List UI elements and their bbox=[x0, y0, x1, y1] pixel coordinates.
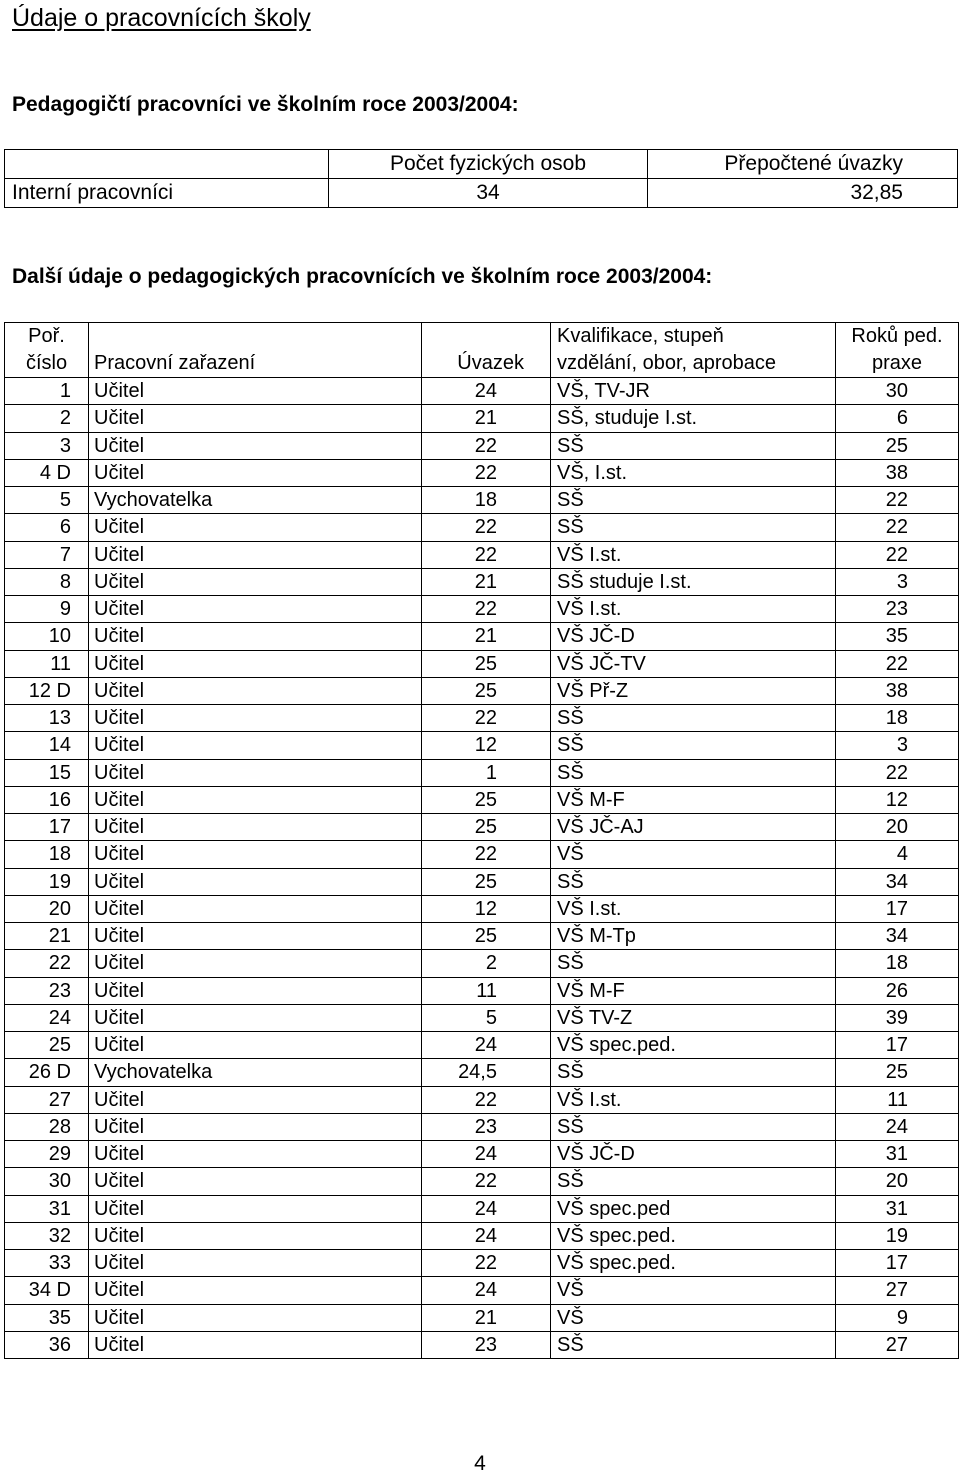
table-header-row bbox=[5, 323, 959, 378]
table-row bbox=[5, 786, 959, 813]
role-cell: Učitel bbox=[89, 923, 422, 950]
role-cell: Učitel bbox=[89, 623, 422, 650]
staff-table-body bbox=[5, 378, 959, 1359]
order-number-cell: 33 bbox=[5, 1250, 89, 1277]
role-cell: Učitel bbox=[89, 650, 422, 677]
role-cell: Učitel bbox=[89, 432, 422, 459]
years-cell: 3 bbox=[836, 568, 959, 595]
load-cell: 25 bbox=[422, 868, 551, 895]
years-cell: 17 bbox=[836, 895, 959, 922]
header-order-number bbox=[5, 323, 89, 378]
load-cell: 22 bbox=[422, 541, 551, 568]
table-row bbox=[5, 705, 959, 732]
years-cell: 38 bbox=[836, 459, 959, 486]
qualification-cell: VŠ, I.st. bbox=[551, 459, 836, 486]
qualification-cell: SŠ studuje I.st. bbox=[551, 568, 836, 595]
qualification-cell: SŠ bbox=[551, 759, 836, 786]
order-number-cell: 8 bbox=[5, 568, 89, 595]
load-cell: 21 bbox=[422, 623, 551, 650]
header-load: Úvazek bbox=[422, 323, 551, 378]
table-row bbox=[5, 1113, 959, 1140]
years-cell: 24 bbox=[836, 1113, 959, 1140]
table-row bbox=[5, 814, 959, 841]
order-number-cell: 34 D bbox=[5, 1277, 89, 1304]
table-row bbox=[5, 1059, 959, 1086]
years-cell: 22 bbox=[836, 759, 959, 786]
years-cell: 18 bbox=[836, 950, 959, 977]
section-heading-staff-summary: Pedagogičtí pracovníci ve školním roce 2003/2004: bbox=[12, 93, 519, 116]
load-cell: 21 bbox=[422, 405, 551, 432]
fte-value: 32,85 bbox=[648, 179, 958, 208]
qualification-cell: VŠ bbox=[551, 1304, 836, 1331]
staff-summary-table bbox=[4, 149, 958, 208]
load-cell: 22 bbox=[422, 1168, 551, 1195]
role-cell: Učitel bbox=[89, 677, 422, 704]
table-row bbox=[5, 179, 958, 208]
table-row bbox=[5, 487, 959, 514]
years-cell: 4 bbox=[836, 841, 959, 868]
order-number-cell: 22 bbox=[5, 950, 89, 977]
order-number-cell: 24 bbox=[5, 1004, 89, 1031]
table-header-cell: Počet fyzických osob bbox=[329, 150, 648, 179]
order-number-cell: 36 bbox=[5, 1331, 89, 1358]
qualification-cell: VŠ spec.ped. bbox=[551, 1222, 836, 1249]
order-number-cell: 21 bbox=[5, 923, 89, 950]
table-row bbox=[5, 1304, 959, 1331]
table-row bbox=[5, 1222, 959, 1249]
role-cell: Učitel bbox=[89, 405, 422, 432]
table-row bbox=[5, 459, 959, 486]
role-cell: Učitel bbox=[89, 705, 422, 732]
load-cell: 21 bbox=[422, 568, 551, 595]
qualification-cell: VŠ M-F bbox=[551, 786, 836, 813]
load-cell: 12 bbox=[422, 895, 551, 922]
page-title: Údaje o pracovnících školy bbox=[12, 4, 311, 32]
qualification-cell: VŠ spec.ped. bbox=[551, 1032, 836, 1059]
years-cell: 26 bbox=[836, 977, 959, 1004]
role-cell: Učitel bbox=[89, 759, 422, 786]
role-cell: Učitel bbox=[89, 868, 422, 895]
load-cell: 25 bbox=[422, 786, 551, 813]
order-number-cell: 35 bbox=[5, 1304, 89, 1331]
table-row bbox=[5, 677, 959, 704]
table-row bbox=[5, 650, 959, 677]
order-number-cell: 5 bbox=[5, 487, 89, 514]
order-number-cell: 6 bbox=[5, 514, 89, 541]
qualification-cell: VŠ I.st. bbox=[551, 895, 836, 922]
header-line: Poř. bbox=[28, 325, 65, 347]
qualification-cell: VŠ I.st. bbox=[551, 596, 836, 623]
table-row bbox=[5, 1032, 959, 1059]
table-row bbox=[5, 732, 959, 759]
load-cell: 5 bbox=[422, 1004, 551, 1031]
load-cell: 23 bbox=[422, 1113, 551, 1140]
qualification-cell: VŠ Př-Z bbox=[551, 677, 836, 704]
years-cell: 34 bbox=[836, 868, 959, 895]
row-label: Interní pracovníci bbox=[5, 179, 329, 208]
page-number: 4 bbox=[474, 1452, 486, 1475]
role-cell: Učitel bbox=[89, 1113, 422, 1140]
qualification-cell: SŠ bbox=[551, 514, 836, 541]
table-row bbox=[5, 1250, 959, 1277]
role-cell: Učitel bbox=[89, 514, 422, 541]
order-number-cell: 25 bbox=[5, 1032, 89, 1059]
table-row bbox=[5, 1277, 959, 1304]
years-cell: 20 bbox=[836, 1168, 959, 1195]
qualification-cell: VŠ M-Tp bbox=[551, 923, 836, 950]
load-cell: 22 bbox=[422, 1250, 551, 1277]
qualification-cell: VŠ, TV-JR bbox=[551, 378, 836, 405]
role-cell: Učitel bbox=[89, 541, 422, 568]
role-cell: Vychovatelka bbox=[89, 1059, 422, 1086]
qualification-cell: SŠ bbox=[551, 1331, 836, 1358]
table-row bbox=[5, 1086, 959, 1113]
years-cell: 25 bbox=[836, 432, 959, 459]
section-heading-staff-details: Další údaje o pedagogických pracovnících ve školním roce 2003/2004: bbox=[12, 265, 713, 288]
load-cell: 11 bbox=[422, 977, 551, 1004]
load-cell: 18 bbox=[422, 487, 551, 514]
years-cell: 17 bbox=[836, 1032, 959, 1059]
load-cell: 22 bbox=[422, 514, 551, 541]
years-cell: 35 bbox=[836, 623, 959, 650]
qualification-cell: SŠ bbox=[551, 1168, 836, 1195]
qualification-cell: SŠ bbox=[551, 487, 836, 514]
order-number-cell: 2 bbox=[5, 405, 89, 432]
order-number-cell: 1 bbox=[5, 378, 89, 405]
role-cell: Učitel bbox=[89, 378, 422, 405]
table-row bbox=[5, 568, 959, 595]
years-cell: 39 bbox=[836, 1004, 959, 1031]
years-cell: 27 bbox=[836, 1277, 959, 1304]
role-cell: Učitel bbox=[89, 1086, 422, 1113]
qualification-cell: VŠ M-F bbox=[551, 977, 836, 1004]
order-number-cell: 27 bbox=[5, 1086, 89, 1113]
role-cell: Učitel bbox=[89, 1250, 422, 1277]
years-cell: 12 bbox=[836, 786, 959, 813]
table-row bbox=[5, 1004, 959, 1031]
header-line: Kvalifikace, stupeň bbox=[557, 325, 724, 347]
order-number-cell: 7 bbox=[5, 541, 89, 568]
header-line: vzdělání, obor, aprobace bbox=[557, 352, 777, 374]
table-row bbox=[5, 977, 959, 1004]
years-cell: 31 bbox=[836, 1141, 959, 1168]
qualification-cell: SŠ bbox=[551, 868, 836, 895]
header-line: praxe bbox=[871, 352, 923, 374]
load-cell: 24 bbox=[422, 1141, 551, 1168]
header-years-practice bbox=[836, 323, 959, 378]
years-cell: 11 bbox=[836, 1086, 959, 1113]
role-cell: Učitel bbox=[89, 568, 422, 595]
order-number-cell: 14 bbox=[5, 732, 89, 759]
role-cell: Učitel bbox=[89, 950, 422, 977]
load-cell: 22 bbox=[422, 841, 551, 868]
order-number-cell: 11 bbox=[5, 650, 89, 677]
years-cell: 38 bbox=[836, 677, 959, 704]
role-cell: Učitel bbox=[89, 1331, 422, 1358]
qualification-cell: VŠ JČ-AJ bbox=[551, 814, 836, 841]
table-row bbox=[5, 868, 959, 895]
qualification-cell: VŠ bbox=[551, 1277, 836, 1304]
load-cell: 24 bbox=[422, 1032, 551, 1059]
qualification-cell: SŠ bbox=[551, 432, 836, 459]
role-cell: Učitel bbox=[89, 786, 422, 813]
years-cell: 17 bbox=[836, 1250, 959, 1277]
table-row bbox=[5, 1141, 959, 1168]
qualification-cell: VŠ JČ-D bbox=[551, 623, 836, 650]
table-row bbox=[5, 923, 959, 950]
years-cell: 18 bbox=[836, 705, 959, 732]
role-cell: Učitel bbox=[89, 1004, 422, 1031]
order-number-cell: 23 bbox=[5, 977, 89, 1004]
order-number-cell: 30 bbox=[5, 1168, 89, 1195]
role-cell: Učitel bbox=[89, 1304, 422, 1331]
role-cell: Učitel bbox=[89, 459, 422, 486]
table-row bbox=[5, 1168, 959, 1195]
table-row bbox=[5, 1195, 959, 1222]
table-header-cell bbox=[5, 150, 329, 179]
header-role: Pracovní zařazení bbox=[89, 323, 422, 378]
order-number-cell: 15 bbox=[5, 759, 89, 786]
role-cell: Učitel bbox=[89, 1277, 422, 1304]
order-number-cell: 28 bbox=[5, 1113, 89, 1140]
load-cell: 25 bbox=[422, 814, 551, 841]
qualification-cell: SŠ bbox=[551, 732, 836, 759]
table-row bbox=[5, 514, 959, 541]
table-row bbox=[5, 432, 959, 459]
years-cell: 22 bbox=[836, 514, 959, 541]
role-cell: Učitel bbox=[89, 841, 422, 868]
years-cell: 22 bbox=[836, 650, 959, 677]
order-number-cell: 26 D bbox=[5, 1059, 89, 1086]
qualification-cell: SŠ bbox=[551, 1113, 836, 1140]
staff-details-table bbox=[4, 322, 959, 1359]
role-cell: Učitel bbox=[89, 1195, 422, 1222]
load-cell: 22 bbox=[422, 459, 551, 486]
years-cell: 31 bbox=[836, 1195, 959, 1222]
qualification-cell: SŠ bbox=[551, 950, 836, 977]
load-cell: 25 bbox=[422, 923, 551, 950]
load-cell: 24 bbox=[422, 1195, 551, 1222]
order-number-cell: 31 bbox=[5, 1195, 89, 1222]
qualification-cell: VŠ I.st. bbox=[551, 541, 836, 568]
order-number-cell: 9 bbox=[5, 596, 89, 623]
qualification-cell: VŠ I.st. bbox=[551, 1086, 836, 1113]
load-cell: 21 bbox=[422, 1304, 551, 1331]
order-number-cell: 3 bbox=[5, 432, 89, 459]
role-cell: Učitel bbox=[89, 895, 422, 922]
load-cell: 2 bbox=[422, 950, 551, 977]
qualification-cell: VŠ JČ-D bbox=[551, 1141, 836, 1168]
years-cell: 23 bbox=[836, 596, 959, 623]
table-row bbox=[5, 895, 959, 922]
table-row bbox=[5, 759, 959, 786]
role-cell: Učitel bbox=[89, 732, 422, 759]
load-cell: 22 bbox=[422, 1086, 551, 1113]
order-number-cell: 17 bbox=[5, 814, 89, 841]
table-row bbox=[5, 378, 959, 405]
persons-count: 34 bbox=[329, 179, 648, 208]
order-number-cell: 20 bbox=[5, 895, 89, 922]
qualification-cell: SŠ, studuje I.st. bbox=[551, 405, 836, 432]
load-cell: 22 bbox=[422, 432, 551, 459]
years-cell: 6 bbox=[836, 405, 959, 432]
years-cell: 22 bbox=[836, 487, 959, 514]
role-cell: Učitel bbox=[89, 1168, 422, 1195]
order-number-cell: 19 bbox=[5, 868, 89, 895]
years-cell: 9 bbox=[836, 1304, 959, 1331]
order-number-cell: 32 bbox=[5, 1222, 89, 1249]
load-cell: 22 bbox=[422, 596, 551, 623]
table-row bbox=[5, 841, 959, 868]
load-cell: 25 bbox=[422, 650, 551, 677]
years-cell: 27 bbox=[836, 1331, 959, 1358]
order-number-cell: 13 bbox=[5, 705, 89, 732]
role-cell: Učitel bbox=[89, 596, 422, 623]
role-cell: Vychovatelka bbox=[89, 487, 422, 514]
load-cell: 24,5 bbox=[422, 1059, 551, 1086]
load-cell: 1 bbox=[422, 759, 551, 786]
table-row bbox=[5, 596, 959, 623]
table-row bbox=[5, 623, 959, 650]
qualification-cell: VŠ JČ-TV bbox=[551, 650, 836, 677]
table-row bbox=[5, 405, 959, 432]
header-line: číslo bbox=[25, 352, 68, 374]
years-cell: 20 bbox=[836, 814, 959, 841]
role-cell: Učitel bbox=[89, 1141, 422, 1168]
order-number-cell: 4 D bbox=[5, 459, 89, 486]
header-qualification bbox=[551, 323, 836, 378]
qualification-cell: VŠ bbox=[551, 841, 836, 868]
qualification-cell: VŠ spec.ped bbox=[551, 1195, 836, 1222]
table-header-cell: Přepočtené úvazky bbox=[648, 150, 958, 179]
order-number-cell: 16 bbox=[5, 786, 89, 813]
years-cell: 30 bbox=[836, 378, 959, 405]
role-cell: Učitel bbox=[89, 1032, 422, 1059]
load-cell: 12 bbox=[422, 732, 551, 759]
qualification-cell: VŠ spec.ped. bbox=[551, 1250, 836, 1277]
table-row bbox=[5, 1331, 959, 1358]
load-cell: 24 bbox=[422, 378, 551, 405]
order-number-cell: 18 bbox=[5, 841, 89, 868]
qualification-cell: VŠ TV-Z bbox=[551, 1004, 836, 1031]
years-cell: 19 bbox=[836, 1222, 959, 1249]
role-cell: Učitel bbox=[89, 1222, 422, 1249]
load-cell: 23 bbox=[422, 1331, 551, 1358]
years-cell: 22 bbox=[836, 541, 959, 568]
qualification-cell: SŠ bbox=[551, 705, 836, 732]
years-cell: 25 bbox=[836, 1059, 959, 1086]
order-number-cell: 10 bbox=[5, 623, 89, 650]
years-cell: 34 bbox=[836, 923, 959, 950]
table-row bbox=[5, 541, 959, 568]
header-line: Roků ped. bbox=[851, 325, 943, 347]
role-cell: Učitel bbox=[89, 814, 422, 841]
qualification-cell: SŠ bbox=[551, 1059, 836, 1086]
table-row bbox=[5, 950, 959, 977]
order-number-cell: 12 D bbox=[5, 677, 89, 704]
role-cell: Učitel bbox=[89, 977, 422, 1004]
load-cell: 22 bbox=[422, 705, 551, 732]
load-cell: 24 bbox=[422, 1277, 551, 1304]
table-header-row bbox=[5, 150, 958, 179]
load-cell: 24 bbox=[422, 1222, 551, 1249]
years-cell: 3 bbox=[836, 732, 959, 759]
load-cell: 25 bbox=[422, 677, 551, 704]
order-number-cell: 29 bbox=[5, 1141, 89, 1168]
